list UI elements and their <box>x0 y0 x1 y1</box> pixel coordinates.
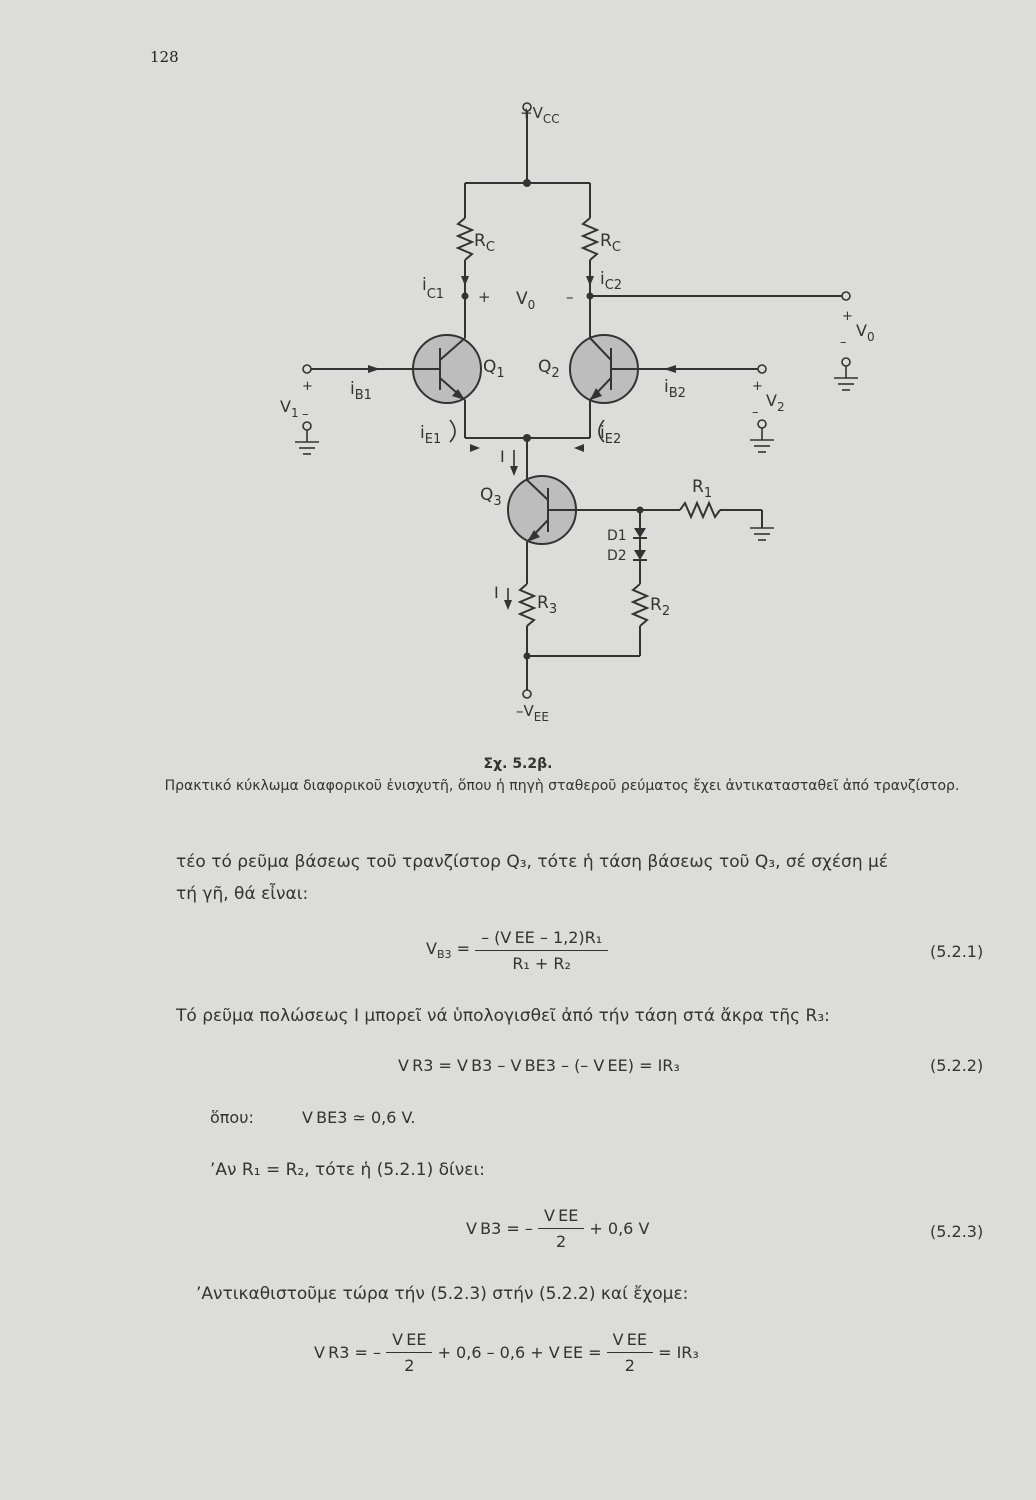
output-terminal-top <box>842 292 850 300</box>
equation-5-2-1: $V_{B3}$ = $\frac{\text{– (V EE – 1,2)R₁}}{\text{R₁ + R₂}}$ <box>426 928 608 973</box>
svg-text:–: – <box>566 288 574 306</box>
vee-label: $-V_{EE}$ <box>516 702 549 724</box>
vee-terminal <box>523 690 531 698</box>
paragraph-line: τή γῆ, θά εἶναι: <box>176 884 309 904</box>
page-number: 128 <box>150 48 179 66</box>
v0-middle-label: $V_0$ <box>516 289 536 312</box>
v1-terminal-top <box>303 365 311 373</box>
equation-label: (5.2.3) <box>930 1222 984 1241</box>
q3-label: $Q_3$ <box>480 485 502 509</box>
paragraph-line: Τό ρεῦμα πολώσεως I μπορεῖ νά ὑπολογισθεῖ ἀπό τήν τάση στά ἄκρα τῆς R₃: <box>176 1006 830 1026</box>
rc-left-label: $R_C$ <box>474 231 495 255</box>
svg-text:+: + <box>478 288 491 306</box>
paragraph-line: ’Αντικαθιστοῦμε τώρα τήν (5.2.3) στήν (5.2.2) καί ἔχομε: <box>196 1284 689 1304</box>
ic2-label: $i_{C2}$ <box>600 269 623 293</box>
r1-label: $R_1$ <box>692 477 713 501</box>
rc-right-resistor <box>583 218 597 260</box>
svg-text:+: + <box>302 379 313 394</box>
svg-text:+: + <box>752 379 763 394</box>
r2-label: $R_2$ <box>650 595 671 619</box>
d2-label: D2 <box>607 548 627 564</box>
r2-resistor <box>633 584 647 626</box>
svg-text:–: – <box>752 405 759 420</box>
ie1-label: $i_{E1}$ <box>420 423 442 447</box>
r1-resistor <box>680 503 720 517</box>
v1-terminal-bottom <box>303 422 311 430</box>
output-terminal-bottom <box>842 358 850 366</box>
v2-terminal-bottom <box>758 420 766 428</box>
v2-terminal-top <box>758 365 766 373</box>
rc-right-label: $R_C$ <box>600 231 621 255</box>
ic1-label: $i_{C1}$ <box>422 275 445 302</box>
equation-final: V R3 = – $\frac{\text{V EE}}{2}$ + 0,6 – 0,6 + V EE = $\frac{\text{V EE}}{2}$ = IR₃ <box>314 1330 699 1375</box>
current-i-top-label: I <box>500 447 505 466</box>
ie2-label: $i_{E2}$ <box>600 423 622 447</box>
where-value: V BE3 ≃ 0,6 V. <box>302 1108 416 1127</box>
ib1-label: $i_{B1}$ <box>350 379 372 403</box>
d1-label: D1 <box>607 528 627 544</box>
v2-label: $V_2$ <box>766 391 785 414</box>
v0-output-label: $V_0$ <box>856 321 875 344</box>
current-i-bottom-label: I <box>494 583 499 602</box>
r3-label: $R_3$ <box>537 593 558 617</box>
equation-5-2-3: V B3 = – $\frac{\text{V EE}}{2}$ + 0,6 V <box>466 1206 650 1251</box>
equation-label: (5.2.1) <box>930 942 984 961</box>
svg-text:+: + <box>842 309 853 324</box>
rc-left-resistor <box>458 218 472 260</box>
figure-caption: Πρακτικό κύκλωμα διαφορικοῦ ἐνισχυτῆ, ὅπου ἡ πηγὴ σταθεροῦ ρεύματος ἔχει ἀντικατασταθεῖ ἀπό τρανζίστορ. <box>164 778 960 794</box>
svg-text:–: – <box>302 407 309 422</box>
q2-label: $Q_2$ <box>538 357 560 381</box>
ib2-label: $i_{B2}$ <box>664 377 686 401</box>
q1-label: $Q_1$ <box>483 357 505 381</box>
where-label: ὅπου: <box>210 1108 254 1127</box>
v1-label: $V_1$ <box>280 397 299 420</box>
d1-diode <box>634 528 646 538</box>
paragraph-line: τέο τό ρεῦμα βάσεως τοῦ τρανζίστορ Q₃, τότε ἡ τάση βάσεως τοῦ Q₃, σέ σχέση μέ <box>176 852 889 872</box>
equation-5-2-2: V R3 = V B3 – V BE3 – (– V EE) = IR₃ <box>398 1056 680 1075</box>
figure-number: Σχ. 5.2β. <box>483 756 553 772</box>
vcc-label: $+V_{CC}$ <box>520 104 560 126</box>
svg-text:–: – <box>840 335 847 350</box>
equation-label: (5.2.2) <box>930 1056 984 1075</box>
paragraph-line: ’Αν R₁ = R₂, τότε ἡ (5.2.1) δίνει: <box>210 1160 485 1180</box>
r3-resistor <box>520 584 534 626</box>
d2-diode <box>634 550 646 560</box>
